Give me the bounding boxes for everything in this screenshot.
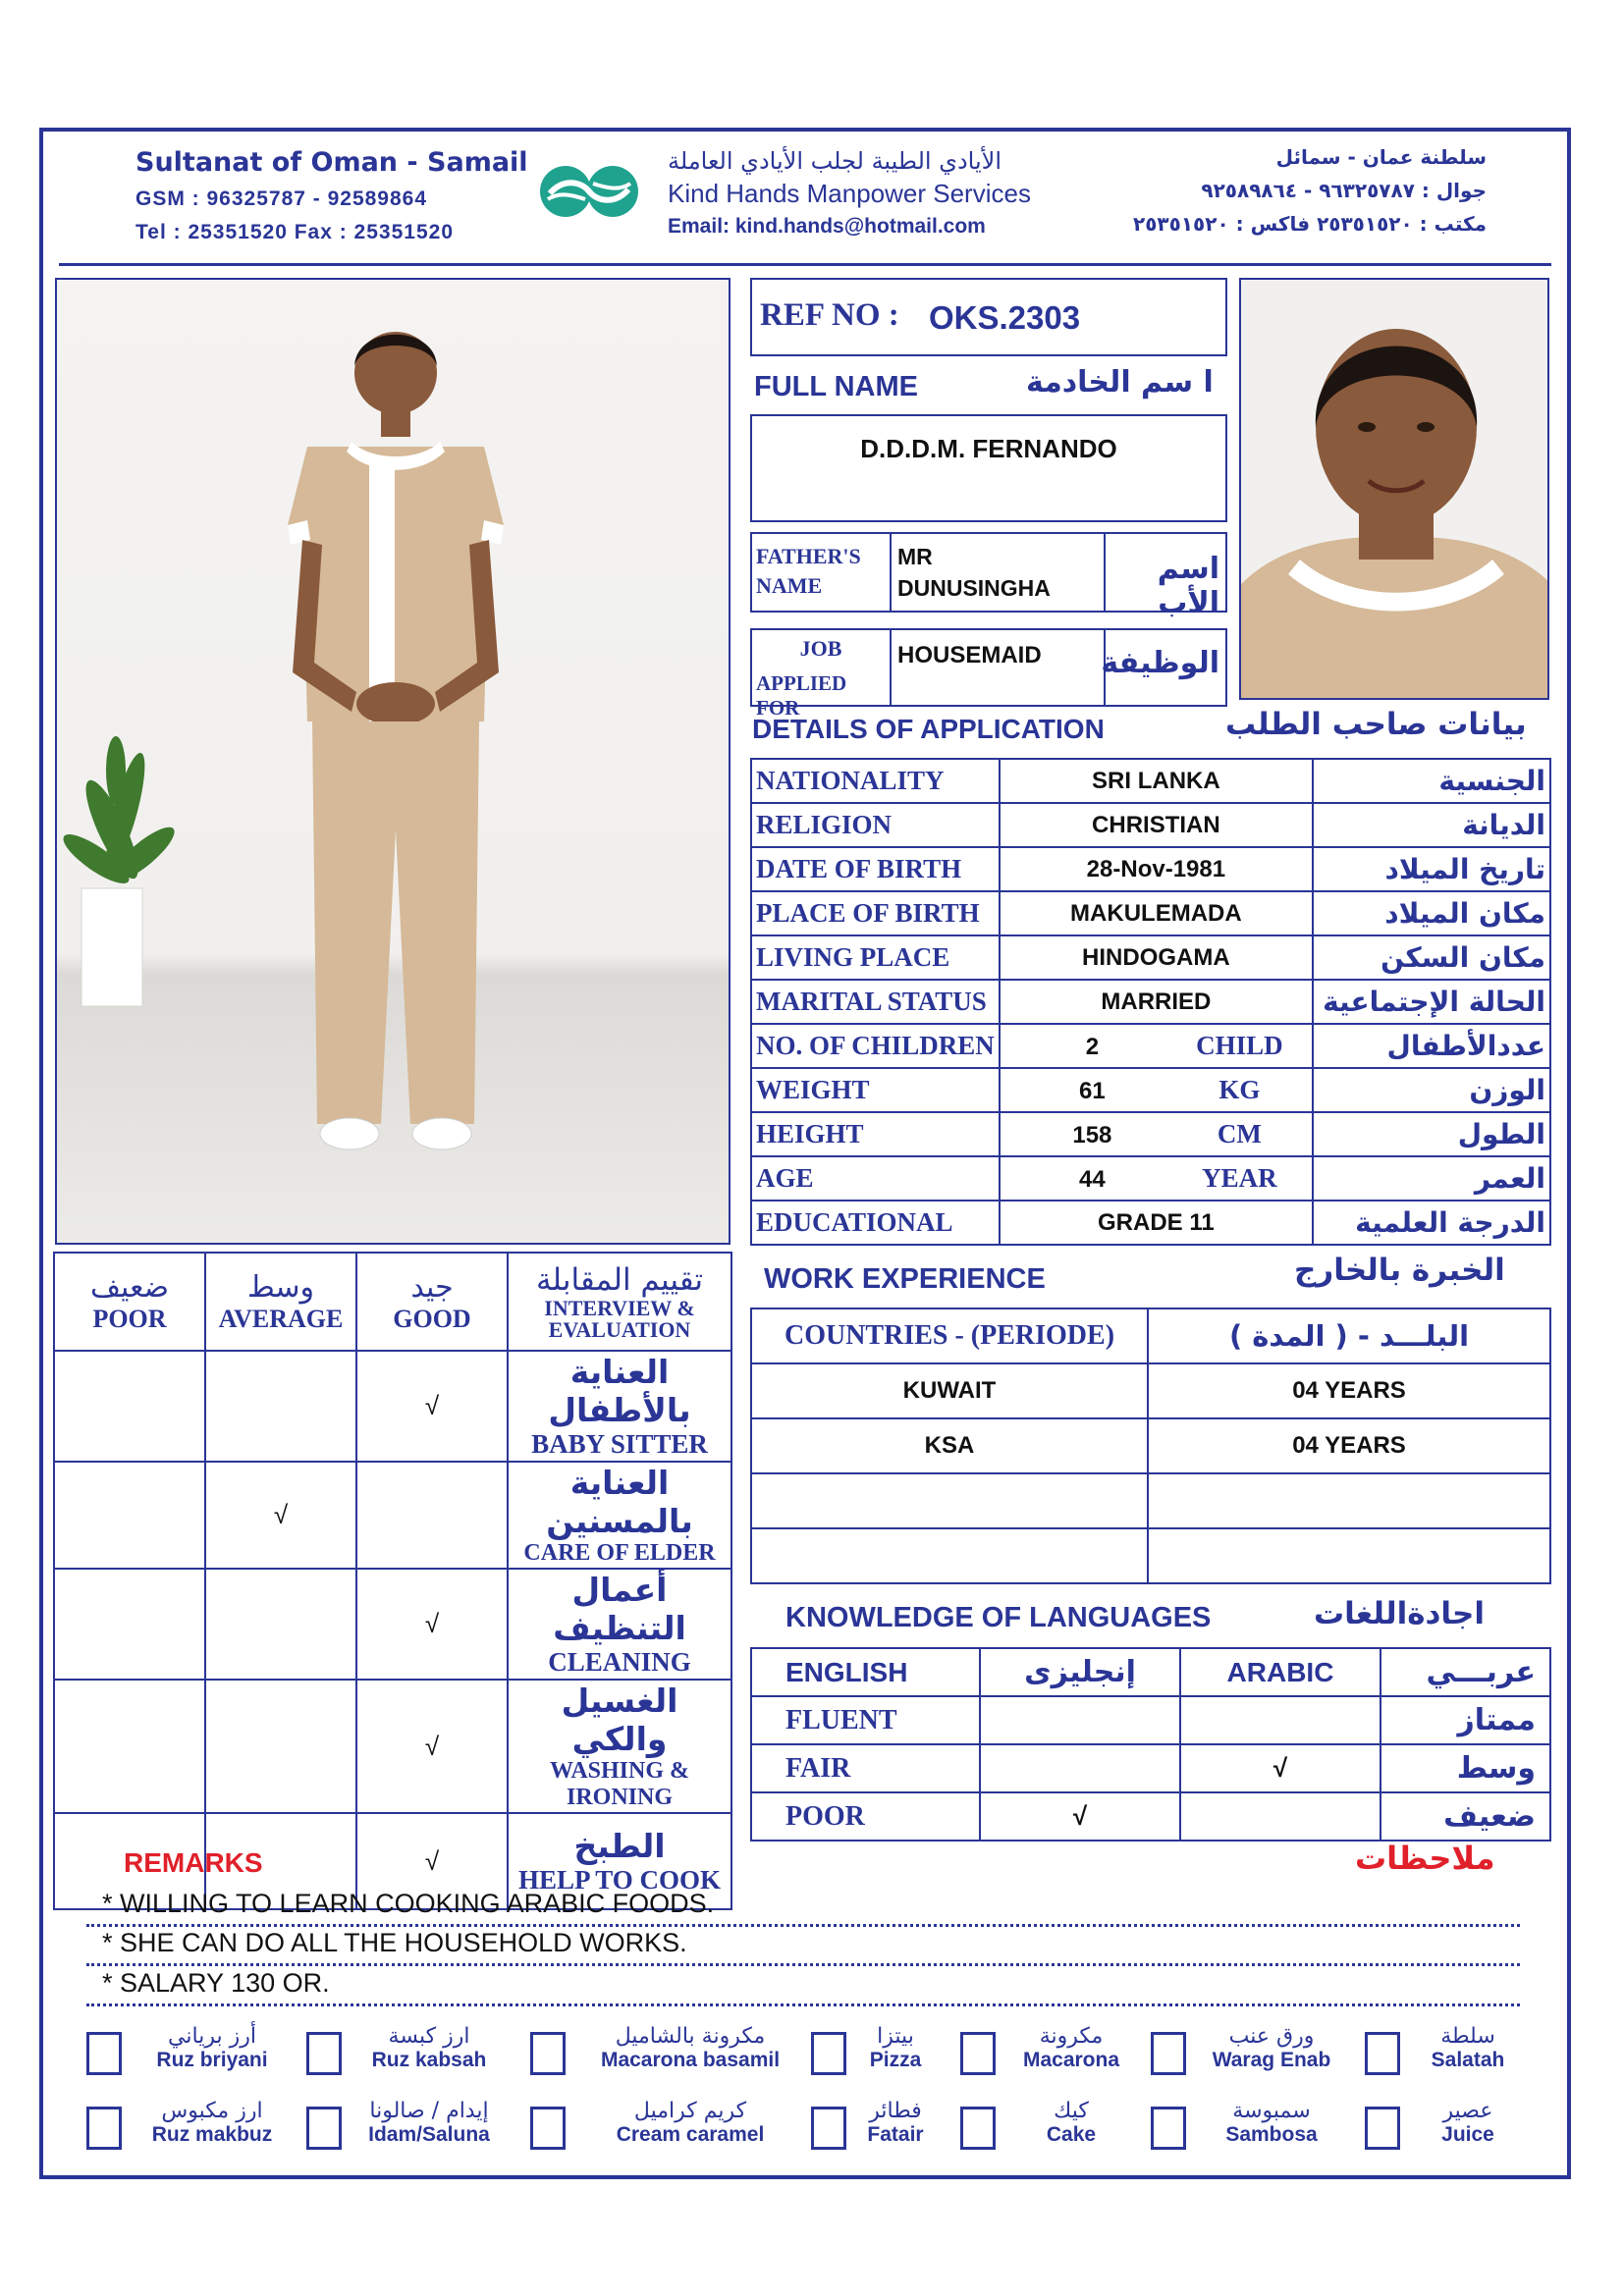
- food-label-ar: سلطة: [1440, 2024, 1495, 2049]
- evaluation-title-2: EVALUATION: [548, 1317, 691, 1342]
- work-period: 04 YEARS: [1148, 1363, 1550, 1418]
- details-row: [751, 1024, 1550, 1068]
- remark-divider-1: [86, 1924, 1520, 1927]
- rating-cell-poor[interactable]: [54, 1680, 205, 1813]
- food-label-ar: مكرونة: [1039, 2024, 1104, 2049]
- details-label-ar: مكان الميلاد: [1313, 891, 1550, 935]
- portrait-figure-icon: [1241, 280, 1549, 700]
- work-row: [751, 1473, 1550, 1528]
- details-value: GRADE 11: [1098, 1208, 1215, 1236]
- company-gsm-ar: جوال : ٩٦٣٢٥٧٨٧ - ٩٢٥٨٩٨٦٤: [1201, 179, 1487, 202]
- details-unit: CHILD: [1196, 1031, 1283, 1060]
- work-row: [751, 1363, 1550, 1418]
- food-label-en: Macarona: [1022, 2049, 1120, 2071]
- food-checkbox[interactable]: [1365, 2032, 1400, 2075]
- header-center: [668, 147, 1031, 239]
- details-value: 2: [1085, 1034, 1100, 1060]
- work-title: WORK EXPERIENCE: [764, 1263, 1046, 1295]
- food-label-en: Fatair: [867, 2123, 924, 2146]
- food-label: [355, 2099, 503, 2147]
- food-checkbox[interactable]: [306, 2107, 342, 2150]
- rating-cell-poor[interactable]: [54, 1569, 205, 1680]
- food-label: [577, 2024, 803, 2072]
- food-label: [134, 2099, 291, 2147]
- language-level-row: [751, 1744, 1550, 1792]
- details-value: 44: [1079, 1166, 1106, 1193]
- evaluation-table: [53, 1252, 732, 1910]
- father-value-1: MR: [897, 544, 933, 569]
- food-label: [1198, 2024, 1345, 2072]
- rating-cell-average[interactable]: [205, 1680, 356, 1813]
- details-value: 158: [1072, 1122, 1112, 1148]
- food-label: [1007, 2099, 1135, 2147]
- arabic-level-check[interactable]: [1180, 1792, 1380, 1841]
- rating-cell-good[interactable]: [356, 1680, 508, 1813]
- languages-table: [750, 1647, 1551, 1842]
- work-title-ar: الخبرة بالخارج: [1294, 1253, 1505, 1288]
- ref-label: REF NO :: [760, 297, 899, 333]
- rating-cell-poor[interactable]: [54, 1351, 205, 1462]
- food-checkbox[interactable]: [811, 2032, 846, 2075]
- details-label: PLACE OF BIRTH: [751, 891, 1000, 935]
- food-checkbox[interactable]: [960, 2032, 996, 2075]
- evaluation-row: [54, 1351, 731, 1462]
- food-checkbox[interactable]: [960, 2107, 996, 2150]
- job-label-2: APPLIED FOR: [756, 671, 847, 720]
- details-label-ar: مكان السكن: [1313, 935, 1550, 980]
- full-name-value: D.D.D.M. FERNANDO: [860, 434, 1117, 463]
- details-label-ar: تاريخ الميلاد: [1313, 847, 1550, 891]
- details-unit: CM: [1217, 1119, 1262, 1148]
- details-row: [751, 759, 1550, 803]
- work-period: [1148, 1528, 1550, 1583]
- remark-line-2: * SHE CAN DO ALL THE HOUSEHOLD WORKS.: [102, 1928, 687, 1957]
- details-label: LIVING PLACE: [751, 935, 1000, 980]
- english-level-check[interactable]: [980, 1744, 1180, 1792]
- work-header: [751, 1308, 1550, 1363]
- full-body-photo: [55, 278, 731, 1245]
- food-checkbox[interactable]: [1151, 2032, 1186, 2075]
- work-period: 04 YEARS: [1148, 1418, 1550, 1473]
- header-divider: [59, 263, 1551, 266]
- food-label-ar: فطائر: [869, 2099, 922, 2123]
- details-label: AGE: [751, 1156, 1000, 1201]
- header-right: [1133, 145, 1487, 245]
- check-mark-icon: √: [424, 1731, 440, 1761]
- work-country: KSA: [751, 1418, 1148, 1473]
- evaluation-row: [54, 1680, 731, 1813]
- food-label-en: Warag Enab: [1212, 2049, 1331, 2071]
- company-tel: Tel : 25351520 Fax : 25351520: [135, 221, 454, 243]
- level-label: FLUENT: [751, 1696, 980, 1744]
- food-label-ar: إيدام / صالونا: [369, 2099, 489, 2123]
- full-name-label-ar: ا سم الخادمة: [1026, 365, 1214, 400]
- food-checkbox[interactable]: [811, 2107, 846, 2150]
- details-row: [751, 803, 1550, 847]
- english-level-check[interactable]: [980, 1696, 1180, 1744]
- food-checkbox[interactable]: [530, 2107, 566, 2150]
- details-row: [751, 935, 1550, 980]
- job-label-1: JOB: [799, 636, 842, 661]
- arabic-level-check[interactable]: √: [1180, 1744, 1380, 1792]
- skill-label: WASHING & IRONING: [549, 1758, 690, 1810]
- ref-box: [750, 278, 1227, 356]
- company-name-en: Kind Hands Manpower Services: [668, 179, 1031, 208]
- skill-label-ar: العناية بالأطفال: [548, 1353, 691, 1429]
- poor-header-ar: ضعيف: [89, 1269, 170, 1305]
- languages-header: [751, 1648, 1550, 1696]
- food-label-en: Sambosa: [1225, 2123, 1318, 2146]
- level-label-ar: وسط: [1380, 1744, 1550, 1792]
- check-mark-icon: √: [424, 1609, 440, 1638]
- remark-line-1: * WILLING TO LEARN COOKING ARABIC FOODS.: [102, 1889, 715, 1918]
- food-label-ar: ورق عنب: [1228, 2024, 1315, 2049]
- father-box: [750, 532, 1227, 620]
- details-row: [751, 1112, 1550, 1156]
- skill-label: CLEANING: [548, 1647, 691, 1677]
- food-label-ar: ارز مكبوس: [161, 2099, 263, 2123]
- details-unit: YEAR: [1202, 1163, 1277, 1193]
- food-label: [355, 2024, 503, 2072]
- details-label-ar: الجنسية: [1313, 759, 1550, 803]
- rating-cell-good[interactable]: [356, 1569, 508, 1680]
- level-label-ar: ضعيف: [1380, 1792, 1550, 1841]
- details-row: [751, 1156, 1550, 1201]
- good-header-ar: جيد: [410, 1269, 454, 1305]
- details-label: NATIONALITY: [751, 759, 1000, 803]
- food-label: [1414, 2099, 1522, 2147]
- details-title-ar: بيانات صاحب الطلب: [1225, 707, 1527, 742]
- work-row: [751, 1418, 1550, 1473]
- work-country: [751, 1528, 1148, 1583]
- skill-label: HELP TO COOK: [517, 1865, 722, 1895]
- work-table: [750, 1308, 1551, 1584]
- rating-cell-average[interactable]: [205, 1462, 356, 1569]
- food-label: [577, 2099, 803, 2147]
- details-label-ar: الديانة: [1313, 803, 1550, 847]
- food-label-en: Ruz kabsah: [371, 2049, 487, 2071]
- food-label-ar: كيك: [1054, 2099, 1089, 2123]
- details-value: HINDOGAMA: [1082, 943, 1230, 971]
- work-row: [751, 1528, 1550, 1583]
- details-value: MARRIED: [1101, 988, 1212, 1015]
- food-checkbox[interactable]: [1365, 2107, 1400, 2150]
- full-name-box: [750, 414, 1227, 522]
- father-label-2: NAME: [756, 573, 823, 598]
- details-unit: KG: [1218, 1075, 1261, 1104]
- evaluation-title-ar: تقييم المقابلة: [535, 1262, 704, 1298]
- skill-label-ar: الغسيل والكي: [561, 1682, 678, 1758]
- rating-cell-average[interactable]: [205, 1569, 356, 1680]
- skill-label: BABY SITTER: [531, 1429, 708, 1459]
- rating-cell-good[interactable]: [356, 1462, 508, 1569]
- evaluation-title-1: INTERVIEW &: [544, 1296, 695, 1320]
- food-label: [1198, 2099, 1345, 2147]
- food-label-en: Ruz briyani: [156, 2049, 268, 2071]
- details-label-ar: الوزن: [1313, 1068, 1550, 1112]
- skill-label-ar: أعمال التنظيف: [553, 1571, 686, 1647]
- skill-label-ar: الطبخ: [573, 1827, 666, 1865]
- check-mark-icon: √: [424, 1391, 440, 1420]
- level-label-ar: ممتاز: [1380, 1696, 1550, 1744]
- arabic-label-ar: عربـــي: [1426, 1655, 1536, 1689]
- food-label-ar: كريم كراميل: [633, 2099, 747, 2123]
- remark-line-3: * SALARY 130 OR.: [102, 1968, 330, 1998]
- details-value: SRI LANKA: [1092, 767, 1220, 794]
- food-label: [1414, 2024, 1522, 2072]
- arabic-level-check[interactable]: [1180, 1696, 1380, 1744]
- level-label: FAIR: [751, 1744, 980, 1792]
- language-level-row: [751, 1696, 1550, 1744]
- full-name-label: FULL NAME: [754, 371, 919, 402]
- company-location: Sultanat of Oman - Samail: [135, 147, 528, 178]
- food-label-en: Juice: [1441, 2123, 1494, 2146]
- english-label: ENGLISH: [785, 1656, 908, 1687]
- food-label-en: Cream caramel: [616, 2123, 765, 2146]
- food-label: [134, 2024, 291, 2072]
- food-label: [856, 2099, 935, 2147]
- food-label: [1007, 2024, 1135, 2072]
- ref-value: OKS.2303: [929, 299, 1081, 336]
- details-value: CHRISTIAN: [1092, 811, 1220, 838]
- details-label-ar: عددالأطفال: [1313, 1024, 1550, 1068]
- food-label-en: Ruz makbuz: [151, 2123, 273, 2146]
- language-level-row: [751, 1792, 1550, 1841]
- food-label-ar: بيتزا: [877, 2024, 914, 2049]
- remark-divider-2: [86, 1963, 1520, 1966]
- work-col-ar: البلـــد - ( المدة ): [1228, 1319, 1470, 1353]
- check-mark-icon: √: [273, 1500, 289, 1529]
- food-checkbox[interactable]: [86, 2107, 122, 2150]
- rating-cell-good[interactable]: [356, 1351, 508, 1462]
- details-value: 28-Nov-1981: [1086, 855, 1226, 882]
- details-label-ar: العمر: [1313, 1156, 1550, 1201]
- languages-title: KNOWLEDGE OF LANGUAGES: [785, 1602, 1212, 1633]
- details-label-ar: الحالة الإجتماعية: [1313, 980, 1550, 1024]
- food-label-ar: ارز كبسة: [388, 2024, 470, 2049]
- food-label-ar: أرز برياني: [168, 2024, 256, 2049]
- company-location-ar: سلطنة عمان - سمائل: [1275, 145, 1487, 169]
- remark-divider-3: [86, 2003, 1520, 2006]
- food-label-ar: سمبوسة: [1232, 2099, 1311, 2123]
- rating-cell-average[interactable]: [205, 1351, 356, 1462]
- good-header: GOOD: [393, 1304, 471, 1333]
- food-label-en: Pizza: [869, 2049, 922, 2071]
- company-gsm: GSM : 96325787 - 92589864: [135, 187, 428, 210]
- level-label: POOR: [751, 1792, 980, 1841]
- details-row: [751, 847, 1550, 891]
- arabic-label: ARABIC: [1226, 1656, 1334, 1687]
- food-label-en: Cake: [1046, 2123, 1097, 2146]
- work-country: KUWAIT: [751, 1363, 1148, 1418]
- hands-logo-icon: [530, 162, 648, 221]
- details-label: MARITAL STATUS: [751, 980, 1000, 1024]
- rating-cell-poor[interactable]: [54, 1462, 205, 1569]
- food-label-en: Macarona basamil: [600, 2049, 781, 2071]
- company-tel-ar: مكتب : ٢٥٣٥١٥٢٠ فاكس : ٢٥٣٥١٥٢٠: [1133, 212, 1487, 236]
- details-label: RELIGION: [751, 803, 1000, 847]
- average-header-ar: وسط: [246, 1269, 315, 1305]
- details-label: DATE OF BIRTH: [751, 847, 1000, 891]
- job-value: HOUSEMAID: [897, 642, 1042, 668]
- food-label-ar: عصير: [1442, 2099, 1493, 2123]
- average-header: AVERAGE: [218, 1304, 344, 1333]
- details-table: [750, 758, 1551, 1246]
- company-email[interactable]: Email: kind.hands@hotmail.com: [668, 215, 986, 238]
- father-value-2: DUNUSINGHA: [897, 575, 1051, 601]
- details-label: EDUCATIONAL: [751, 1201, 1000, 1245]
- father-label-1: FATHER'S: [756, 544, 861, 568]
- skill-label: CARE OF ELDER: [523, 1540, 716, 1566]
- check-mark-icon: √: [424, 1845, 440, 1876]
- header-left: [135, 147, 528, 244]
- work-period: [1148, 1473, 1550, 1528]
- details-title: DETAILS OF APPLICATION: [752, 714, 1105, 744]
- full-body-figure-icon: [57, 280, 731, 1245]
- english-label-ar: إنجليزى: [1024, 1655, 1136, 1689]
- languages-title-ar: اجادةاللغات: [1314, 1596, 1486, 1631]
- food-label-en: Idam/Saluna: [368, 2123, 490, 2146]
- remarks-title-ar: ملاحظات: [1355, 1840, 1495, 1877]
- portrait-photo: [1239, 278, 1549, 700]
- details-label: NO. OF CHILDREN: [751, 1024, 1000, 1068]
- details-label-ar: الدرجة العلمية: [1313, 1201, 1550, 1245]
- work-country: [751, 1473, 1148, 1528]
- english-level-check[interactable]: √: [980, 1792, 1180, 1841]
- skill-label-ar: العناية بالمسنين: [546, 1464, 693, 1540]
- evaluation-row: [54, 1569, 731, 1680]
- food-label-ar: مكرونة بالشاميل: [615, 2024, 766, 2049]
- details-value: MAKULEMADA: [1070, 899, 1242, 927]
- job-box: [750, 628, 1227, 720]
- details-row: [751, 1201, 1550, 1245]
- food-checkbox[interactable]: [306, 2032, 342, 2075]
- evaluation-header: [54, 1253, 731, 1351]
- evaluation-row: [54, 1462, 731, 1569]
- details-row: [751, 980, 1550, 1024]
- food-label-en: Salatah: [1431, 2049, 1505, 2071]
- details-row: [751, 1068, 1550, 1112]
- poor-header: POOR: [92, 1304, 167, 1333]
- food-checkbox[interactable]: [86, 2032, 122, 2075]
- food-checkbox[interactable]: [530, 2032, 566, 2075]
- company-name-ar: الأيادي الطيبة لجلب الأيادي العاملة: [668, 147, 1002, 175]
- remarks-title: REMARKS: [124, 1847, 263, 1878]
- details-label: WEIGHT: [751, 1068, 1000, 1112]
- job-label-ar: الوظيفة: [1101, 646, 1219, 680]
- father-label-ar: اسم الأب: [1157, 552, 1219, 620]
- work-col-en: COUNTRIES - (PERIODE): [784, 1320, 1115, 1351]
- food-label: [856, 2024, 935, 2072]
- details-value: 61: [1079, 1078, 1106, 1104]
- food-checkbox[interactable]: [1151, 2107, 1186, 2150]
- details-row: [751, 891, 1550, 935]
- details-label: HEIGHT: [751, 1112, 1000, 1156]
- details-label-ar: الطول: [1313, 1112, 1550, 1156]
